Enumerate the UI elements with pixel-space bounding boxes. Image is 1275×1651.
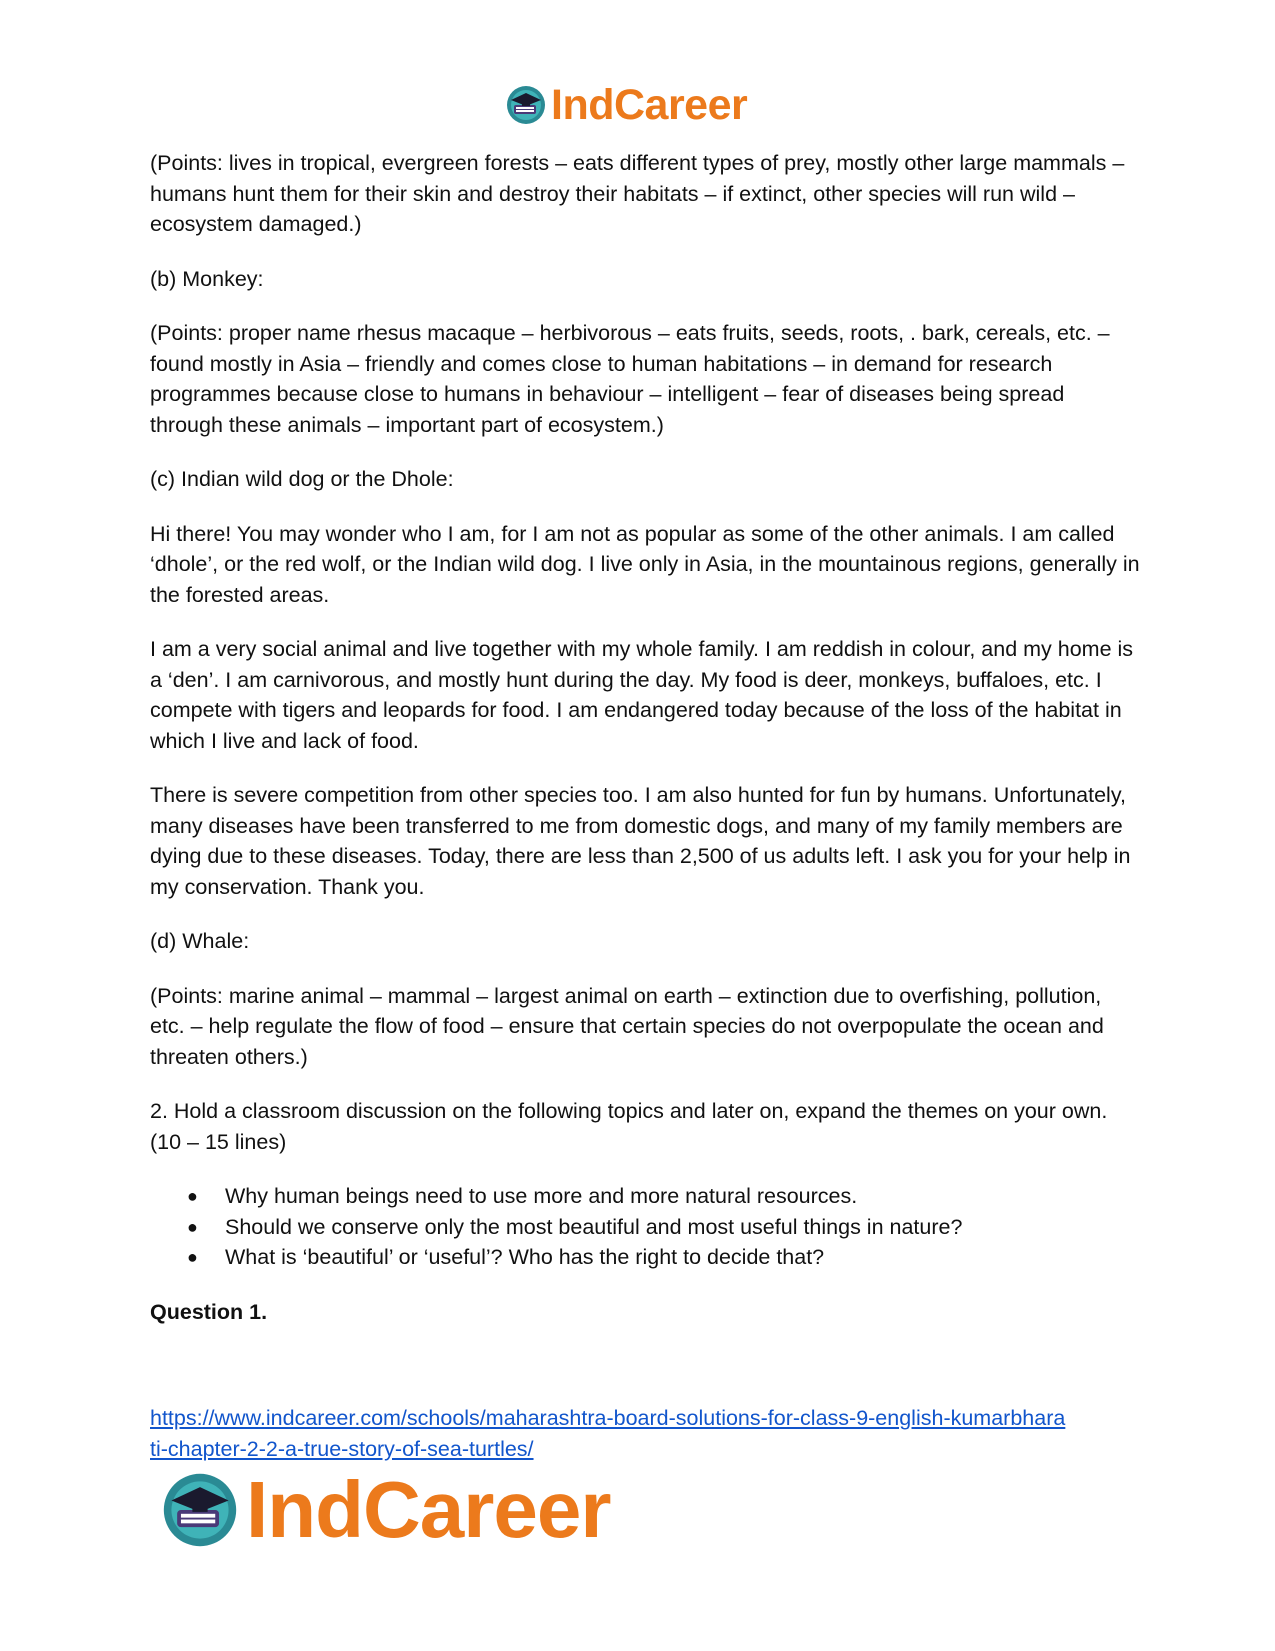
graduation-cap-book-icon <box>160 1470 240 1550</box>
paragraph-monkey-points: (Points: proper name rhesus macaque – herbivorous – eats fruits, seeds, roots, . bark, cereals, etc. – found mostly in Asia – friendly and comes close to human habitations – in demand for research programmes because close to humans in behaviour – intelligent – fear of diseases being spread through these animals – important part of ecosystem.) <box>150 321 1110 437</box>
source-link-line-1: https://www.indcareer.com/schools/maharashtra-board-solutions-for-class-9-english-kumarbhara <box>150 1406 1066 1430</box>
footer-logo <box>160 1465 610 1555</box>
logo-text: IndCareer <box>551 80 748 129</box>
paragraph-dhole-habits: I am a very social animal and live together with my whole family. I am reddish in colour, and my home is a ‘den’. I am carnivorous, and mostly hunt during the day. My food is deer, monkeys, buffaloes, etc. I compete with tigers and leopards for food. I am endangered today because of the loss of the habitat in which I live and lack of food. <box>150 637 1134 753</box>
list-item <box>187 1181 1140 1212</box>
list-item <box>187 1212 1140 1243</box>
paragraph-tiger-points: (Points: lives in tropical, evergreen forests – eats different types of prey, mostly other large mammals – humans hunt them for their skin and destroy their habitats – if extinct, other species will run wild – ecosystem damaged.) <box>150 151 1125 236</box>
paragraph-discussion-task: 2. Hold a classroom discussion on the following topics and later on, expand the themes on your own. (10 – 15 lines) <box>150 1099 1108 1154</box>
list-item-text: What is ‘beautiful’ or ‘useful’? Who has the right to decide that? <box>225 1245 825 1269</box>
heading-dhole: (c) Indian wild dog or the Dhole: <box>150 467 454 491</box>
source-link-block <box>150 1403 1150 1464</box>
bullet-icon: ● <box>187 1216 198 1237</box>
logo-text: IndCareer <box>246 1465 611 1554</box>
graduation-cap-book-icon <box>505 84 547 126</box>
list-item-text: Should we conserve only the most beautiful and most useful things in nature? <box>225 1214 963 1239</box>
bullet-icon: ● <box>187 1247 198 1267</box>
heading-whale: (d) Whale: <box>150 929 250 953</box>
list-item <box>187 1242 1140 1273</box>
paragraph-dhole-threats: There is severe competition from other species too. I am also hunted for fun by humans. Unfortunately, many diseases have been transferred to me from domestic dogs, and many of my family members are dying due to these diseases. Today, there are less than 2,500 of us adults left. I ask you for your help in my conservation. Thank you. <box>150 783 1131 899</box>
header-logo <box>505 80 747 130</box>
paragraph-dhole-intro: Hi there! You may wonder who I am, for I am not as popular as some of the other animals. I am called ‘dhole’, or the red wolf, or the Indian wild dog. I live only in Asia, in the mountainous regions, generally in the forested areas. <box>150 521 1140 607</box>
source-link-line-2: ti-chapter-2-2-a-true-story-of-sea-turtles/ <box>150 1436 534 1461</box>
list-item-text: Why human beings need to use more and more natural resources. <box>225 1184 858 1208</box>
paragraph-whale-points: (Points: marine animal – mammal – largest animal on earth – extinction due to overfishing, pollution, etc. – help regulate the flow of food – ensure that certain species do not overpopulate the ocean and threaten others.) <box>150 983 1104 1069</box>
source-link[interactable] <box>150 1406 1065 1461</box>
question-label: Question 1. <box>150 1299 268 1324</box>
discussion-topics-list <box>150 1181 1140 1273</box>
heading-monkey: (b) Monkey: <box>150 266 264 291</box>
bullet-icon: ● <box>187 1186 198 1206</box>
document-body <box>150 148 1140 1351</box>
